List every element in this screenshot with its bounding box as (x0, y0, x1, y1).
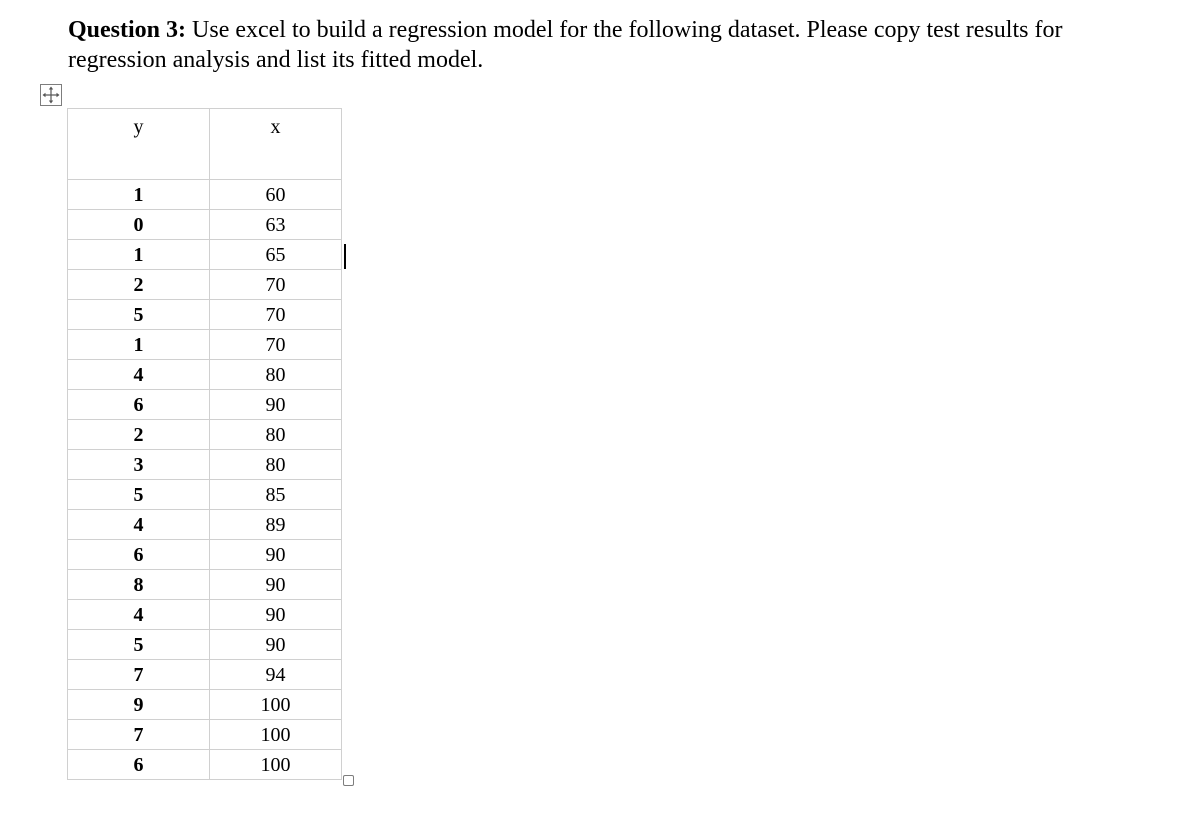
table-row (68, 720, 342, 750)
cell-x[interactable]: 70 (210, 330, 342, 360)
cell-x[interactable]: 80 (210, 420, 342, 450)
cell-y[interactable]: 6 (68, 750, 210, 780)
table-resize-handle-icon[interactable] (343, 775, 354, 786)
cell-x[interactable]: 70 (210, 300, 342, 330)
table-row (68, 510, 342, 540)
cell-y[interactable]: 0 (68, 210, 210, 240)
cell-x[interactable]: 100 (210, 690, 342, 720)
cell-y[interactable]: 6 (68, 540, 210, 570)
cell-y[interactable]: 2 (68, 270, 210, 300)
cell-y[interactable]: 2 (68, 420, 210, 450)
cell-y[interactable]: 4 (68, 600, 210, 630)
cell-x[interactable]: 85 (210, 480, 342, 510)
table-row (68, 300, 342, 330)
table-header-row (68, 109, 342, 180)
cell-x[interactable]: 80 (210, 450, 342, 480)
cell-y[interactable]: 3 (68, 450, 210, 480)
cell-x[interactable]: 100 (210, 750, 342, 780)
cell-y[interactable]: 1 (68, 330, 210, 360)
cell-y[interactable]: 4 (68, 510, 210, 540)
table-row (68, 270, 342, 300)
table-row (68, 330, 342, 360)
cell-y[interactable]: 5 (68, 300, 210, 330)
cell-x[interactable]: 65 (210, 240, 342, 270)
table-row (68, 390, 342, 420)
table-row (68, 750, 342, 780)
cell-x[interactable]: 90 (210, 390, 342, 420)
cell-x[interactable]: 100 (210, 720, 342, 750)
cell-y[interactable]: 5 (68, 480, 210, 510)
cell-y[interactable]: 7 (68, 660, 210, 690)
cell-y[interactable]: 5 (68, 630, 210, 660)
move-arrows-icon (41, 85, 61, 105)
header-y[interactable]: y (68, 109, 210, 180)
cell-y[interactable]: 6 (68, 390, 210, 420)
text-cursor (344, 244, 346, 269)
cell-y[interactable]: 1 (68, 180, 210, 210)
cell-y[interactable]: 9 (68, 690, 210, 720)
table-move-handle-icon[interactable] (40, 84, 62, 106)
table-row (68, 360, 342, 390)
table-row (68, 450, 342, 480)
cell-x[interactable]: 89 (210, 510, 342, 540)
table-row (68, 180, 342, 210)
cell-x[interactable]: 90 (210, 540, 342, 570)
data-table[interactable] (67, 108, 342, 780)
table-row (68, 420, 342, 450)
table-body (68, 180, 342, 780)
cell-y[interactable]: 1 (68, 240, 210, 270)
cell-y[interactable]: 8 (68, 570, 210, 600)
table-row (68, 240, 342, 270)
table-row (68, 570, 342, 600)
table-row (68, 660, 342, 690)
header-x[interactable]: x (210, 109, 342, 180)
question-text (68, 15, 1158, 75)
question-body: Use excel to build a regression model for the following dataset. Please copy test results for regression analysis and list its fitted model. (68, 17, 1063, 73)
cell-x[interactable]: 70 (210, 270, 342, 300)
question-label: Question 3: (68, 17, 187, 43)
cell-x[interactable]: 90 (210, 570, 342, 600)
cell-x[interactable]: 60 (210, 180, 342, 210)
table-row (68, 690, 342, 720)
table-row (68, 630, 342, 660)
cell-x[interactable]: 94 (210, 660, 342, 690)
cell-x[interactable]: 90 (210, 600, 342, 630)
table-row (68, 540, 342, 570)
table-row (68, 600, 342, 630)
cell-x[interactable]: 63 (210, 210, 342, 240)
table-row (68, 210, 342, 240)
table-row (68, 480, 342, 510)
cell-y[interactable]: 7 (68, 720, 210, 750)
cell-x[interactable]: 80 (210, 360, 342, 390)
cell-y[interactable]: 4 (68, 360, 210, 390)
cell-x[interactable]: 90 (210, 630, 342, 660)
